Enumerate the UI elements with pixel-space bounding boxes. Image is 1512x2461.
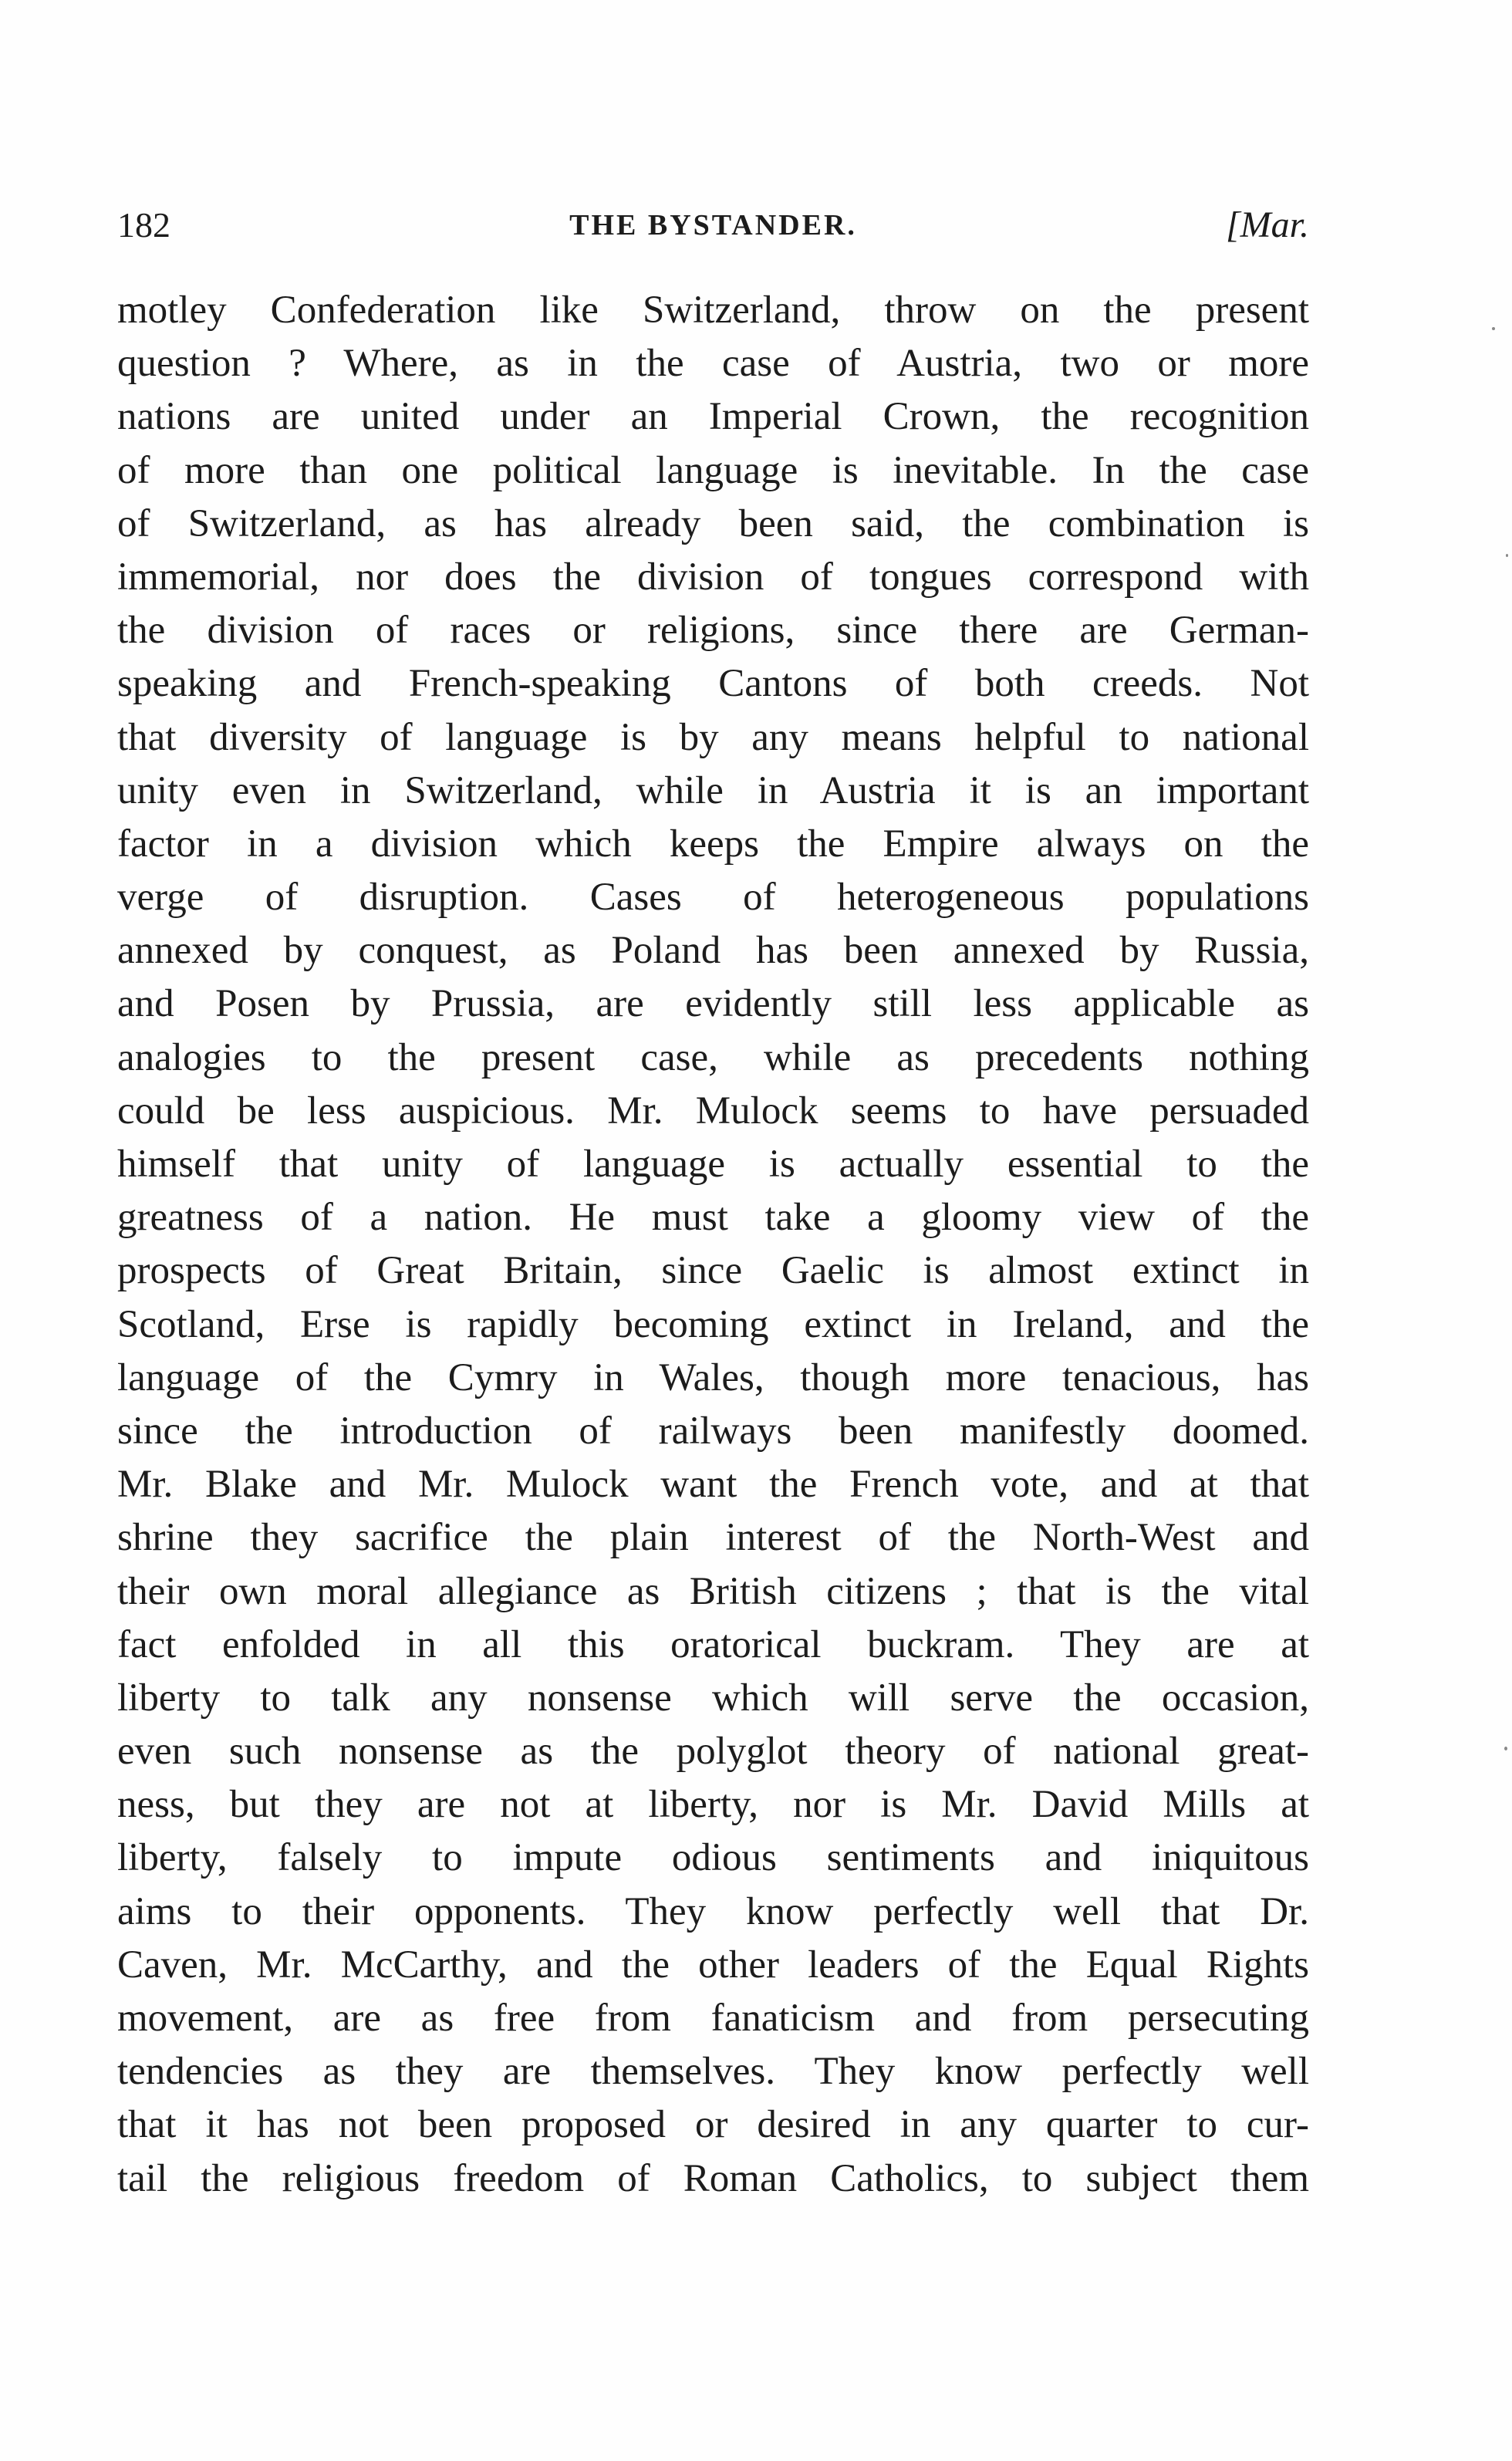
text-line: prospects of Great Britain, since Gaelic is almost extinct in bbox=[117, 1249, 1309, 1293]
text-line: language of the Cymry in Wales, though more tenacious, has bbox=[117, 1355, 1309, 1399]
text-line: factor in a division which keeps the Empire always on the bbox=[117, 822, 1309, 866]
text-line: liberty, falsely to impute odious sentiments and iniquitous bbox=[117, 1836, 1309, 1880]
text-line: even such nonsense as the polyglot theory of national great- bbox=[117, 1730, 1309, 1774]
text-line: analogies to the present case, while as precedents nothing bbox=[117, 1035, 1309, 1079]
text-line: fact enfolded in all this oratorical buckram. They are at bbox=[117, 1622, 1309, 1666]
text-line: immemorial, nor does the division of tongues correspond with bbox=[117, 555, 1309, 599]
running-head bbox=[117, 202, 1309, 248]
text-line: nations are united under an Imperial Crown, the recognition bbox=[117, 395, 1309, 439]
text-line: Mr. Blake and Mr. Mulock want the French vote, and at that bbox=[117, 1463, 1309, 1507]
text-line: since the introduction of railways been manifestly doomed. bbox=[117, 1409, 1309, 1453]
text-line: of more than one political language is inevitable. In the case bbox=[117, 448, 1309, 492]
text-line: Caven, Mr. McCarthy, and the other leaders of the Equal Rights bbox=[117, 1943, 1309, 1987]
text-line: ness, but they are not at liberty, nor is Mr. David Mills at bbox=[117, 1783, 1309, 1827]
text-line: liberty to talk any nonsense which will serve the occasion, bbox=[117, 1676, 1309, 1720]
running-date: [Mar. bbox=[1225, 204, 1309, 245]
text-line: aims to their opponents. They know perfectly well that Dr. bbox=[117, 1889, 1309, 1933]
running-title: THE BYSTANDER. bbox=[569, 209, 857, 241]
page-number: 182 bbox=[117, 205, 170, 245]
text-line: that diversity of language is by any means helpful to national bbox=[117, 715, 1309, 759]
text-line: the division of races or religions, since there are German- bbox=[117, 609, 1309, 653]
text-line: and Posen by Prussia, are evidently still less applicable as bbox=[117, 982, 1309, 1026]
text-line: himself that unity of language is actually essential to the bbox=[117, 1143, 1309, 1186]
text-line: that it has not been proposed or desired in any quarter to cur- bbox=[117, 2103, 1309, 2147]
text-line: question ? Where, as in the case of Austria, two or more bbox=[117, 342, 1309, 386]
text-line: of Switzerland, as has already been said, the combination is bbox=[117, 501, 1309, 545]
scan-speck bbox=[1506, 554, 1508, 557]
text-line: movement, are as free from fanaticism and from persecuting bbox=[117, 1997, 1309, 2040]
body-text bbox=[117, 284, 1309, 2206]
text-line: greatness of a nation. He must take a gloomy view of the bbox=[117, 1196, 1309, 1240]
text-line: tendencies as they are themselves. They know perfectly well bbox=[117, 2050, 1309, 2094]
text-line: tail the religious freedom of Roman Catholics, to subject them bbox=[117, 2156, 1309, 2200]
text-line: shrine they sacrifice the plain interest of the North-West and bbox=[117, 1516, 1309, 1560]
text-line: verge of disruption. Cases of heterogeneous populations bbox=[117, 876, 1309, 920]
scan-speck bbox=[1492, 327, 1495, 330]
text-line: annexed by conquest, as Poland has been annexed by Russia, bbox=[117, 929, 1309, 973]
text-line: speaking and French-speaking Cantons of both creeds. Not bbox=[117, 662, 1309, 706]
text-line: motley Confederation like Switzerland, throw on the present bbox=[117, 289, 1309, 332]
text-line: their own moral allegiance as British citizens ; that is the vital bbox=[117, 1569, 1309, 1613]
scan-speck bbox=[1504, 1747, 1507, 1750]
text-line: could be less auspicious. Mr. Mulock seems to have persuaded bbox=[117, 1089, 1309, 1133]
text-line: Scotland, Erse is rapidly becoming extinct in Ireland, and the bbox=[117, 1302, 1309, 1346]
text-line: unity even in Switzerland, while in Austria it is an important bbox=[117, 768, 1309, 812]
